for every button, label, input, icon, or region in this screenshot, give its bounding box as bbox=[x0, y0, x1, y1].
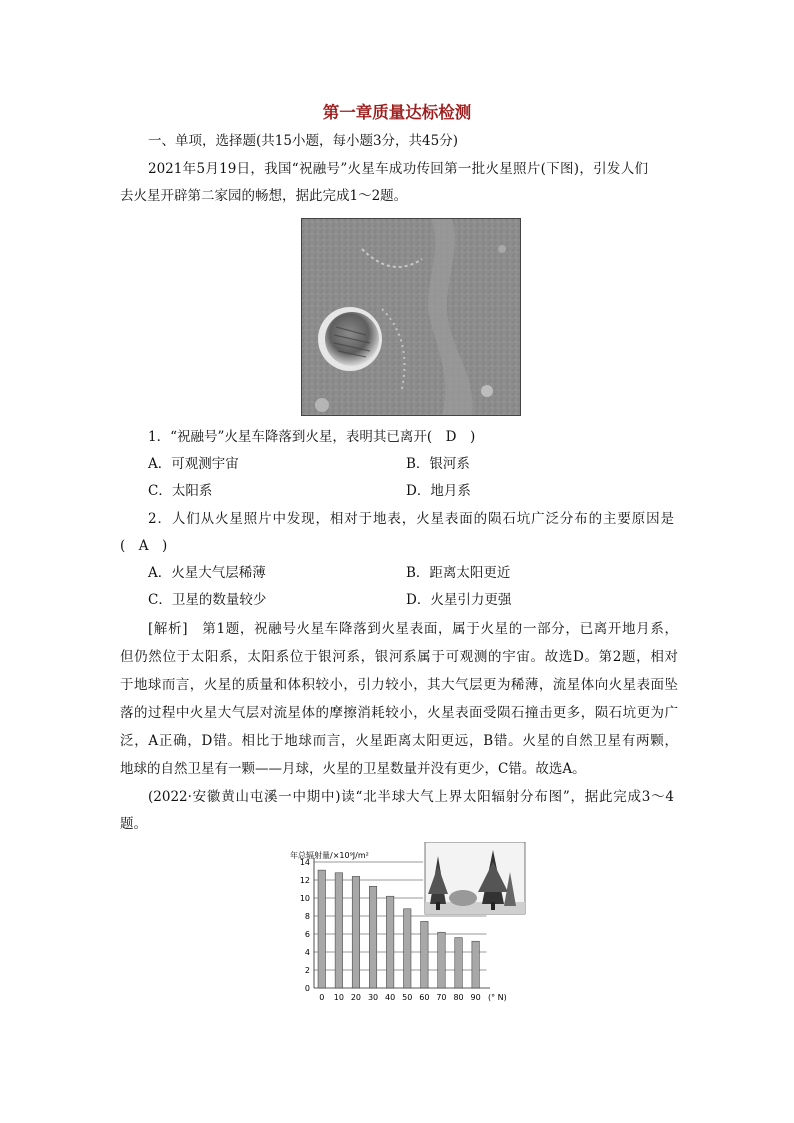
bar-10 bbox=[335, 873, 343, 988]
x-tick-label: 10 bbox=[333, 993, 344, 1002]
x-tick-label: 40 bbox=[385, 993, 396, 1002]
analysis-line-1: [解析] 第1题，祝融号火星车降落到火星表面，属于火星的一部分，已离开地月系， bbox=[148, 621, 678, 637]
bar-20 bbox=[352, 876, 360, 988]
bar-90 bbox=[472, 941, 480, 988]
q2-option-a: A．火星大气层稀薄 bbox=[148, 565, 266, 581]
x-tick-label: 60 bbox=[419, 993, 430, 1002]
q2-option-d: D．火星引力更强 bbox=[406, 592, 512, 608]
y-tick-label: 14 bbox=[299, 858, 310, 867]
x-tick-label: 20 bbox=[350, 993, 362, 1002]
x-tick-label: 80 bbox=[453, 993, 464, 1002]
analysis-line-2: 但仍然位于太阳系，太阳系位于银河系，银河系属于可观测的宇宙。故选D。第2题，相对 bbox=[120, 649, 678, 665]
x-tick-label: 0 bbox=[319, 993, 325, 1002]
section-heading: 一、单项，选择题(共15小题，每小题3分，共45分) bbox=[148, 133, 458, 149]
q1-stem: 1．“祝融号”火星车降落到火星，表明其已离开( D ) bbox=[148, 429, 476, 445]
y-tick-label: 10 bbox=[299, 894, 310, 903]
q1-option-a: A．可观测宇宙 bbox=[148, 456, 239, 472]
page-title: 第一章质量达标检测 bbox=[322, 103, 472, 122]
q2-stem-line-2: ( A ) bbox=[120, 538, 168, 554]
bar-60 bbox=[421, 921, 429, 988]
analysis-line-3: 于地球而言，火星的质量和体积较小，引力较小，其大气层更为稀薄，流星体向火星表面坠 bbox=[120, 677, 678, 693]
y-tick-label: 2 bbox=[304, 966, 310, 975]
q2-option-c: C．卫星的数量较少 bbox=[148, 592, 267, 608]
y-tick-label: 0 bbox=[304, 984, 310, 993]
solar-radiation-bar-chart bbox=[288, 842, 528, 1010]
y-tick-label: 12 bbox=[299, 876, 310, 885]
bar-80 bbox=[455, 938, 463, 988]
y-tick-label: 8 bbox=[304, 912, 310, 921]
x-tick-label: 30 bbox=[367, 993, 379, 1002]
bar-70 bbox=[438, 932, 446, 988]
bar-0 bbox=[318, 870, 326, 988]
x-tick-label: 90 bbox=[470, 993, 481, 1002]
analysis-line-6: 地球的自然卫星有一颗——月球，火星的卫星数量并没有更少，C错。故选A。 bbox=[120, 761, 586, 777]
y-tick-label: 6 bbox=[304, 930, 310, 939]
q1-option-d: D．地月系 bbox=[406, 483, 471, 499]
x-tick-label: 50 bbox=[402, 993, 413, 1002]
chart-ylabel: 年总辐射量/×10⁹J/m² bbox=[290, 851, 369, 860]
chart-x-unit: (° N) bbox=[488, 993, 507, 1002]
intro2-line-2: 题。 bbox=[120, 816, 147, 832]
q1-option-c: C．太阳系 bbox=[148, 483, 213, 499]
y-tick-label: 4 bbox=[304, 948, 310, 957]
x-tick-label: 70 bbox=[436, 993, 447, 1002]
bar-50 bbox=[404, 909, 412, 988]
q1-option-b: B．银河系 bbox=[406, 456, 470, 472]
bar-40 bbox=[386, 896, 394, 988]
intro-line-2: 去火星开辟第二家园的畅想，据此完成1～2题。 bbox=[120, 188, 408, 204]
analysis-line-4: 落的过程中火星大气层对流星体的摩擦消耗较小，火星表面受陨石撞击更多，陨石坑更为广 bbox=[120, 705, 678, 721]
bar-30 bbox=[369, 886, 377, 988]
q2-option-b: B．距离太阳更近 bbox=[406, 565, 511, 581]
q2-stem-line-1: 2．人们从火星照片中发现，相对于地表，火星表面的陨石坑广泛分布的主要原因是 bbox=[148, 511, 674, 527]
mars-surface-photo bbox=[301, 218, 521, 416]
intro-line-1: 2021年5月19日，我国“祝融号”火星车成功传回第一批火星照片(下图)，引发人们 bbox=[148, 161, 648, 177]
intro2-line-1: (2022·安徽黄山屯溪一中期中)读“北半球大气上界太阳辐射分布图”，据此完成3～4 bbox=[148, 789, 674, 805]
analysis-line-5: 泛，A正确，D错。相比于地球而言，火星距离太阳更远，B错。火星的自然卫星有两颗， bbox=[120, 733, 678, 749]
forest-illustration bbox=[425, 842, 525, 914]
